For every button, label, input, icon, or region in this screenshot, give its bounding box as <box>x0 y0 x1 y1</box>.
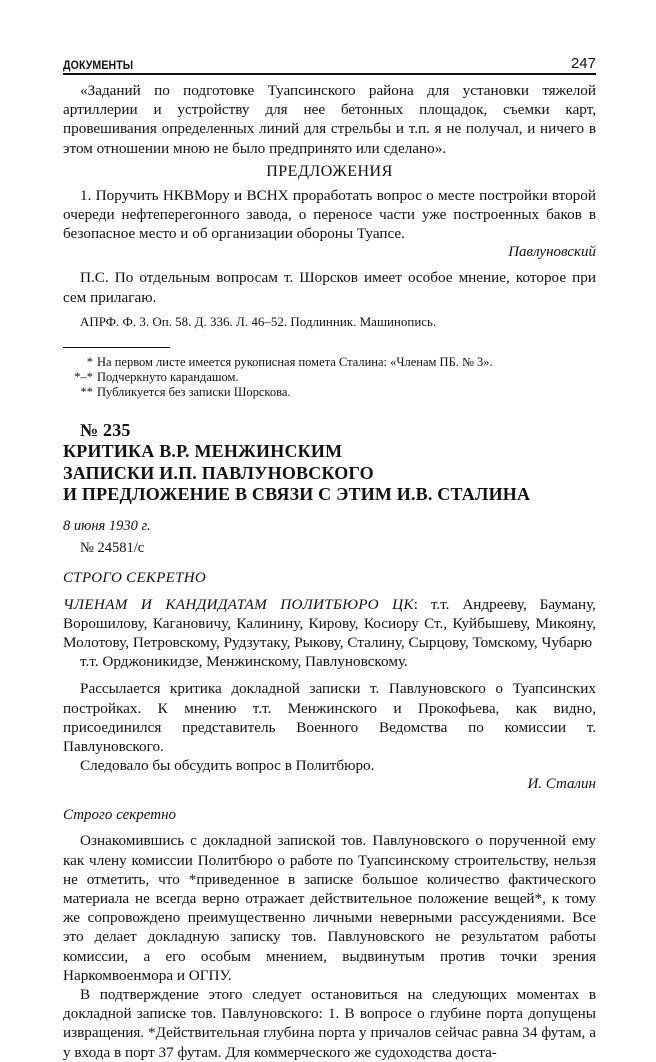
footnote-mark: ** <box>80 384 93 399</box>
footnotes <box>63 355 596 400</box>
cover-paragraph: Следовало бы обсудить вопрос в Политбюро. <box>80 757 375 775</box>
proposal-item-1: 1. Поручить НКВМору и ВСНХ проработать вопрос о месте постройки второй очереди нефтеперегонного завода, о переносе части уже построенных баков в безопасное место и об организации обороны Туапсе. <box>63 186 596 243</box>
archive-reference: АПРФ. Ф. 3. Оп. 58. Д. 336. Л. 46–52. Подлинник. Машинопись. <box>80 313 437 329</box>
addressees-lead: ЧЛЕНАМ И КАНДИДАТАМ ПОЛИТБЮРО ЦК <box>63 595 414 613</box>
document-title <box>63 420 596 506</box>
registration-number: № 24581/с <box>80 539 145 556</box>
document-title-line: КРИТИКА В.Р. МЕНЖИНСКИМ <box>63 441 343 462</box>
cover-paragraph: Рассылается критика докладной записки т. Павлуновского о Туапсинских постройках. К мнению т.т. Менжинского и Прокофьева, как видно, присоединился представитель Военного Ведомства по комиссии т. Павлуновского. <box>63 680 596 756</box>
addressees <box>63 595 596 653</box>
body-paragraph: В подтверждение этого следует остановиться на следующих моментах в докладной записке тов. Павлуновского: 1. В вопросе о глубине порта допущены извращения. *Действительная глубина порта у причалов сейчас равна 34 футам, а у входа в порт 37 футам. Для коммерческого же судоходства доста- <box>63 986 596 1061</box>
addressees-list: : т.т. Андрееву, Бауману, Ворошилову, Кагановичу, Калинину, Кирову, Косиору Ст., Куйбышеву, Микояну, Молотову, Петровскому, Рудзутаку, Рыкову, Сталину, Сырцову, Томскому, Чубарю <box>63 595 596 652</box>
footnote-text: На первом листе имеется рукописная помета Сталина: «Членам ПБ. № 3». <box>97 354 493 369</box>
postscript: П.С. По отдельным вопросам т. Шорсков имеет особое мнение, которое при сем прилагаю. <box>63 269 596 306</box>
running-head-title: ДОКУМЕНТЫ <box>63 60 134 72</box>
document-date: 8 июня 1930 г. <box>63 517 151 534</box>
copy-recipients: т.т. Орджоникидзе, Менжинскому, Павлуновскому. <box>80 653 408 671</box>
proposals-heading: ПРЕДЛОЖЕНИЯ <box>266 162 393 180</box>
proposals-signature: Павлуновский <box>508 244 596 261</box>
quote-paragraph: «Заданий по подготовке Туапсинского района для установки тяжелой артиллерии и устройству для нее бетонных площадок, съемки карт, провешивания определенных линий для стрельбы и т.п. я не получал, и ничего в этом отношении мною не было предпринято или сделано». <box>63 82 596 157</box>
book-page <box>63 52 596 1062</box>
footnote-text: Подчеркнуто карандашом. <box>97 369 239 384</box>
classification-stamp: СТРОГО СЕКРЕТНО <box>63 569 207 586</box>
document-number: № 235 <box>80 419 131 440</box>
page-number: 247 <box>570 55 596 72</box>
footnote-divider <box>63 347 170 348</box>
document-title-line: И ПРЕДЛОЖЕНИЕ В СВЯЗИ С ЭТИМ И.В. СТАЛИНА <box>63 484 531 505</box>
footnote <box>63 355 596 370</box>
attachment-classification: Строго секретно <box>63 807 177 824</box>
document-title-line: ЗАПИСКИ И.П. ПАВЛУНОВСКОГО <box>63 462 374 483</box>
cover-signature: И. Сталин <box>527 776 596 793</box>
body-paragraph: Ознакомившись с докладной запиской тов. Павлуновского о порученной ему как члену комиссии Политбюро о работе по Туапсинскому строительству, нельзя не отметить, что *приведенное в записке большое количество фактического материала не всегда верно отражает действительное положение вещей*, к тому же сопровождено преимущественно личными неверными рассуждениями. Все это делает докладную записку тов. Павлуновского не результатом работы комиссии, а его особым мнением, выдвинутым против точки зрения Наркомвоенмора и ОГПУ. <box>63 832 596 984</box>
footnote-mark: *–* <box>74 369 93 384</box>
footnote-mark: * <box>86 354 93 369</box>
running-head <box>63 52 596 75</box>
footnote <box>63 385 596 400</box>
footnote <box>63 370 596 385</box>
footnote-text: Публикуется без записки Шорскова. <box>97 384 291 399</box>
